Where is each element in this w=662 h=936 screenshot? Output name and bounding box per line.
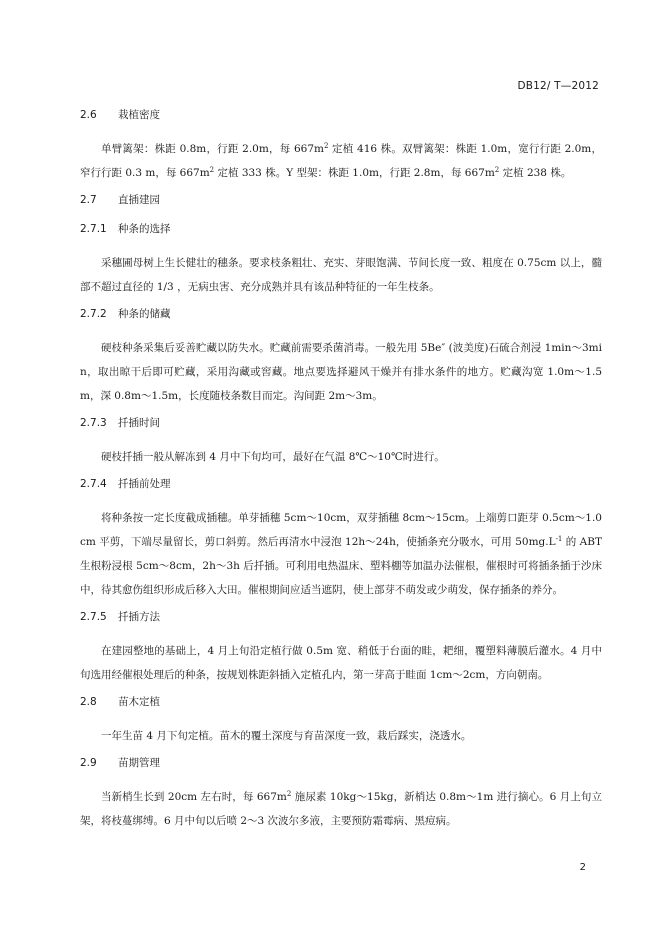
section-title: 栽植密度 <box>118 109 160 121</box>
superscript: 2 <box>494 166 500 174</box>
superscript: -1 <box>555 535 563 543</box>
paragraph: 采穗圃母树上生长健壮的穗条。要求枝条粗壮、充实、芽眼饱满、节间长度一致、粗度在 0.75cm 以上，髓部不超过直径的 1/3 ，无病虫害、充分成熟并具有该品种特征的一年生枝条。 <box>80 257 602 293</box>
section-title: 苗木定植 <box>118 696 160 708</box>
section-number: 2.7.5 <box>80 611 107 623</box>
section-title: 扦插方法 <box>118 611 160 623</box>
section-heading <box>80 305 602 324</box>
section-heading <box>80 414 602 433</box>
paragraph: 将种条按一定长度截成插穗。单芽插穗 5cm～10cm，双芽插穗 8cm～15cm。上端剪口距芽 0.5cm～1.0cm 平剪，下端尽量留长，剪口斜剪。然后再清水中浸泡 12h～24h，使插条充分吸水，可用 $50mg.L^{-1}$ 的 ABT 生根粉浸根 5cm～8cm，2h～3h 后扦插。可利用电热温床、塑料棚等加温办法催根，催根时可将插条插于沙床中，待其愈伤组织形成后移入大田。催根期间应适当遮阴，使上部芽不萌发或少萌发，保存插条的养分。 <box>80 512 602 596</box>
paragraph: 在建园整地的基础上，4 月上旬沿定植行做 0.5m 宽、稍低于台面的畦，耙细，覆塑料薄膜后灌水。4 月中旬选用经催根处理后的种条，按规划株距斜插入定植孔内，第一芽高于畦面 1cm～2cm，方向朝南。 <box>80 645 602 681</box>
paragraph: 硬枝种条采集后妥善贮藏以防失水。贮藏前需要杀菌消毒。一般先用 5Be″ (波美度)石硫合剂浸 1min～3min，取出晾干后即可贮藏，采用沟藏或窖藏。地点要选择避风干燥并有排水条件的地方。贮藏沟宽 1.0m～1.5m，深 0.8m～1.5m，长度随枝条数目而定。沟间距 2m～3m。 <box>80 342 602 402</box>
section-number: 2.6 <box>80 109 97 121</box>
section-heading <box>80 191 602 210</box>
superscript: 2 <box>209 166 215 174</box>
section-title: 种条的储藏 <box>118 308 171 320</box>
page-number: 2 <box>579 862 586 873</box>
section-title: 苗期管理 <box>118 757 160 769</box>
section-number: 2.7.3 <box>80 417 107 429</box>
section-number: 2.7.1 <box>80 223 107 235</box>
section-title: 种条的选择 <box>118 223 171 235</box>
superscript: 2 <box>286 790 292 798</box>
paragraph: 一年生苗 4 月下旬定植。苗木的覆土深度与育苗深度一致，栽后踩实，浇透水。 <box>101 730 472 742</box>
document-body <box>80 106 602 839</box>
section-number: 2.7.2 <box>80 308 107 320</box>
paragraph: 单臂篱架：株距 0.8m，行距 2.0m，每 $667m^2$ 定植 416 株。双臂篱架：株距 1.0m，宽行行距 2.0m，窄行行距 0.3 m，每 $667m^2$ 定植 333 株。Y 型架：株距 1.0m，行距 2.8m，每 $667m^2$ 定植 238 株。 <box>80 142 602 179</box>
section-heading <box>80 106 602 125</box>
section-number: 2.9 <box>80 757 97 769</box>
section-heading <box>80 608 602 627</box>
section-heading <box>80 693 602 712</box>
paragraph: 当新梢生长到 20cm 左右时，每 $667m^2$ 施尿素 10kg～15kg，新梢达 0.8m～1m 进行摘心。6 月上旬立架，将枝蔓绑缚。6 月中旬以后喷 2～3 次波尔多液，主要预防霜霉病、黑痘病。 <box>80 790 602 827</box>
section-heading <box>80 475 602 494</box>
section-title: 直插建园 <box>118 194 160 206</box>
paragraph: 硬枝扦插一般从解冻到 4 月中下旬均可，最好在气温 8℃～10℃时进行。 <box>101 451 445 463</box>
section-number: 2.8 <box>80 696 97 708</box>
standard-number: DB12/ T—2012 <box>517 80 599 92</box>
superscript: 2 <box>324 142 329 150</box>
section-number: 2.7.4 <box>80 478 107 490</box>
section-heading <box>80 754 602 773</box>
section-heading <box>80 220 602 239</box>
section-title: 扦插前处理 <box>118 478 171 490</box>
section-number: 2.7 <box>80 194 97 206</box>
section-title: 扦插时间 <box>118 417 160 429</box>
